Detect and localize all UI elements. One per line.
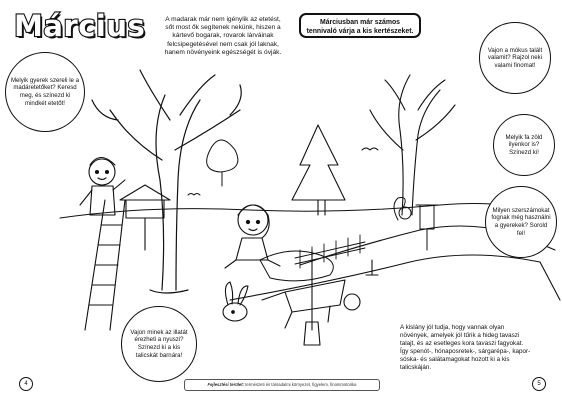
question-bubble-tools: Milyen szerszámokat fognak még használni a gyerekek? Sorold fel! [485, 186, 557, 258]
evergreen-tree [292, 125, 345, 215]
ladder [85, 200, 125, 330]
girl-figure [225, 205, 280, 268]
question-bubble-squirrel: Vajon a mókus talált valamit? Rajzol neki valami finomat! [479, 22, 551, 94]
bird-feeder [120, 185, 170, 250]
footer-label: Fejlesztési terület: [207, 382, 245, 387]
story-paragraph: A kislány jól tudja, hogy vannak olyan növények, amelyek jól tűrik a hideg tavaszi talajt, és az esetleges kora tavaszi fagyokat. Így spenót-, hónaposretek-, sárgarépa-, kapor- sóska- és salátamagokat hozott ki a kis talicskáján. [400, 324, 531, 372]
page-number-right: 5 [532, 377, 546, 391]
footer-text: természeti és társadalmi környezet, figyelem, finommotorika [245, 382, 357, 387]
footer-note [184, 379, 380, 391]
bunny-figure [223, 282, 248, 321]
bare-tree-right [370, 75, 455, 215]
question-bubble-bunny: Vajon minek az illatát érezheti a nyuszi? Színezd ki a kis talicskát barnára! [121, 306, 197, 382]
page-title: Március [14, 9, 146, 43]
intro-paragraph: A madarak már nem igénylik az etetést, sőt most ők segítenek nekünk, hiszen a kártevő bogarak, rovarok lárváinak felcsipegetésével nem csak jól laknak, hanem növényeink egészségét is óvják. [164, 16, 282, 56]
task-banner: Márciusban már számos tennivaló várja a kis kertészeket. [299, 13, 421, 38]
question-bubble-feeders: Melyik gyerek szereli le a madáretetőket? Keresd meg, és színezd ki mindkét etetőt! [5, 52, 85, 132]
bare-tree-center [92, 70, 241, 293]
page-number-left: 4 [19, 377, 33, 391]
boy-figure [80, 158, 125, 216]
question-bubble-tree: Melyik fa zöld ilyenkor is? Színezd ki! [493, 114, 555, 176]
wheelbarrow [262, 280, 360, 328]
